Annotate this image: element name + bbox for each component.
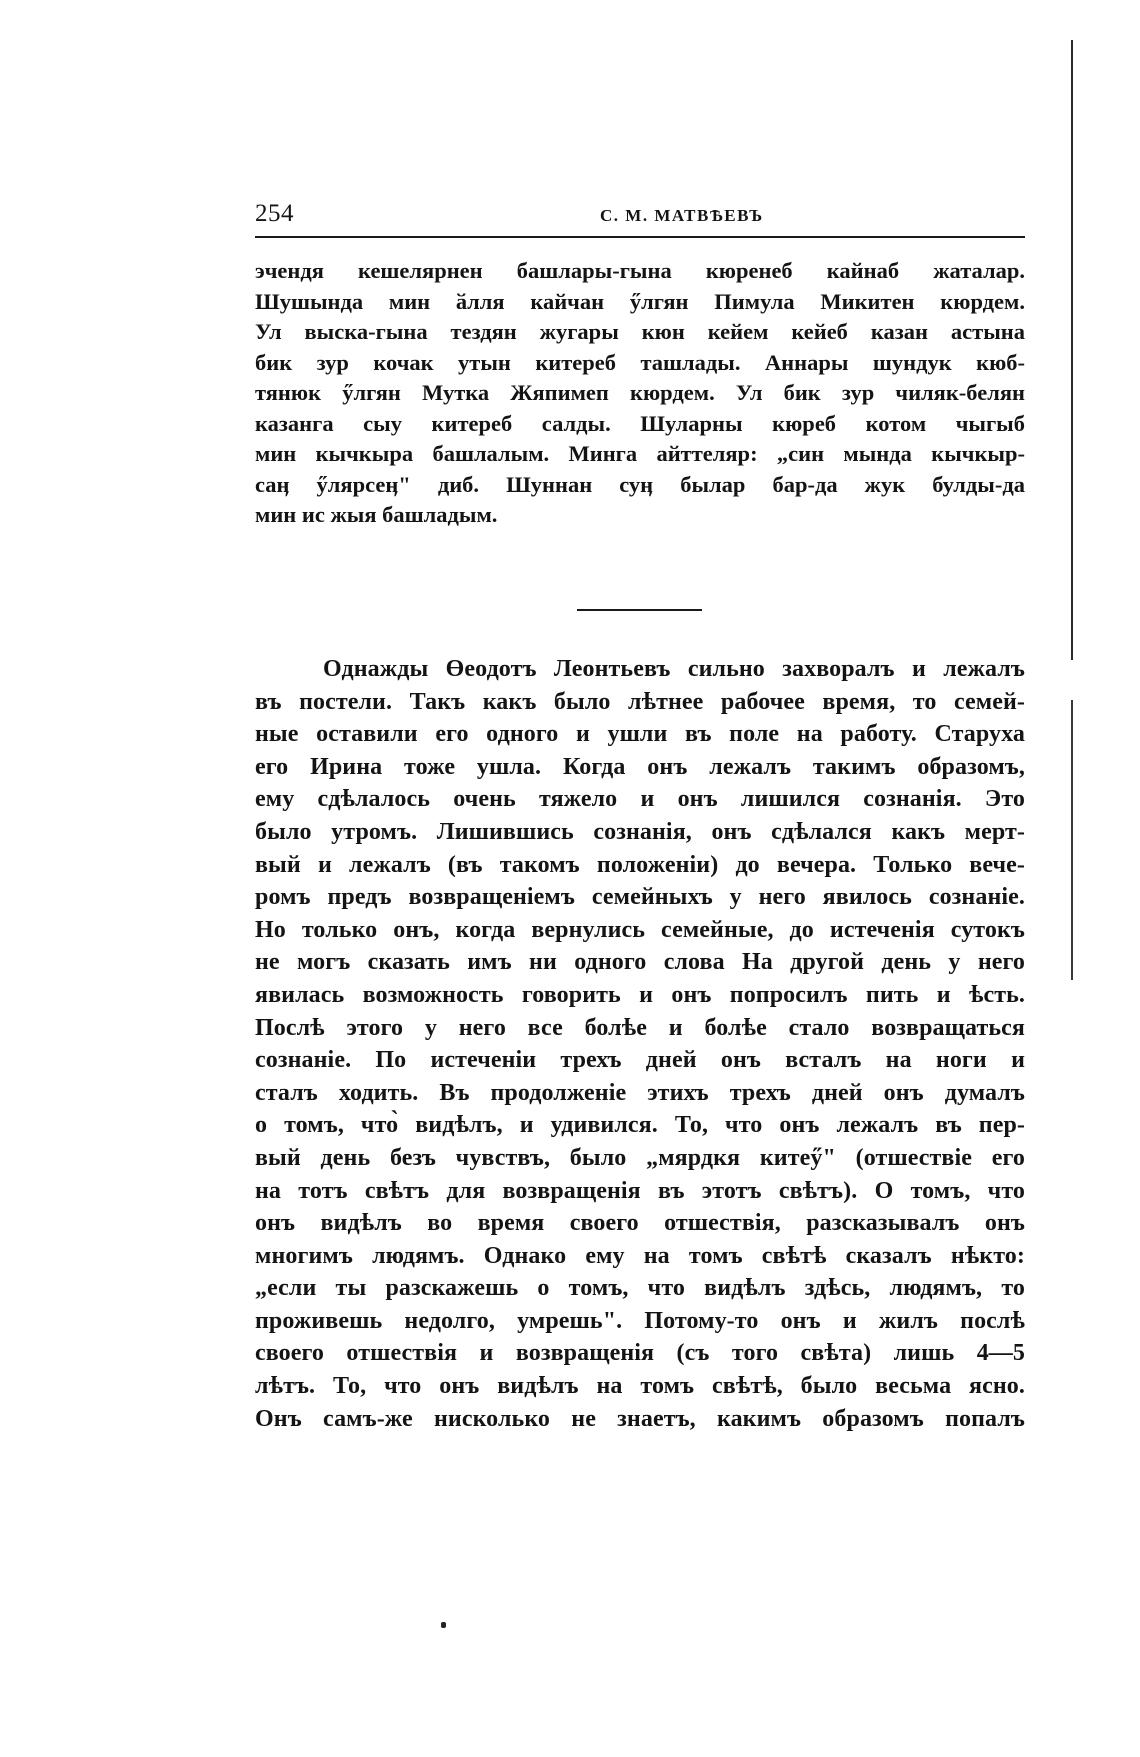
russian-line: „если ты разскажешь о томъ, что видѣлъ здѣсь, людямъ, то (255, 1275, 1025, 1302)
tatar-line: Ул выска-гына тездян жугары кюн кейем кейеб казан астына (255, 319, 1025, 344)
russian-line: ромъ предъ возвращеніемъ семейныхъ у него явилось сознаніе. (255, 884, 1025, 911)
russian-line: не могъ сказать имъ ни одного слова На другой день у него (255, 949, 1025, 976)
tatar-line: казанга сыу китереб салды. Шуларны кюреб котом чыгыб (255, 410, 1025, 436)
russian-line: вый и лежалъ (въ такомъ положеніи) до вечера. Только вече- (255, 851, 1025, 878)
russian-line: Послѣ этого у него все болѣе и болѣе стало возвращаться (255, 1014, 1025, 1041)
header-rule (255, 236, 1025, 238)
russian-line: сознаніе. По истеченіи трехъ дней онъ всталъ на ноги и (255, 1047, 1025, 1074)
section-divider (577, 609, 702, 611)
tatar-line: эчендя кешелярнен башлары-гына кюренеб кайнаб жаталар. (255, 258, 1025, 283)
russian-line: многимъ людямъ. Однако ему на томъ свѣтѣ сказалъ нѣкто: (255, 1242, 1025, 1269)
russian-paragraph (255, 653, 1025, 1435)
scan-edge-line (1071, 40, 1073, 660)
russian-line: своего отшествія и возвращенія (съ того свѣта) лишь 4—5 (255, 1340, 1025, 1367)
tatar-line: бик зур кочак утын китереб ташлады. Аннары шундук кюб- (255, 349, 1025, 375)
russian-line: сталъ ходить. Въ продолженіе этихъ трехъ дней онъ думалъ (255, 1079, 1025, 1106)
russian-line: ные оставили его одного и ушли въ поле на работу. Старуха (255, 721, 1025, 748)
tatar-line: мин ис жыя башладым. (255, 502, 498, 527)
print-speck (441, 1622, 446, 1628)
running-head: С. М. МАТВѢЕВЪ (600, 206, 764, 225)
tatar-line: саӊ ӳлярсеӊ" диб. Шуннан суӊ былар бар-да жук булды-да (255, 471, 1025, 497)
russian-line: лѣтъ. То, что онъ видѣлъ на томъ свѣтѣ, было весьма ясно. (255, 1373, 1025, 1400)
russian-line: Однажды Өеодотъ Леонтьевъ сильно захворалъ и лежалъ (323, 656, 1025, 682)
russian-line: о томъ, что̀ видѣлъ, и удивился. То, что онъ лежалъ въ пер- (255, 1112, 1025, 1139)
tatar-line: Шушында мин ӑлля кайчан ӳлгян Пимула Микитен кюрдем. (255, 288, 1025, 314)
russian-line: ему сдѣлалось очень тяжело и онъ лишился сознанія. Это (255, 786, 1025, 813)
tatar-line: мин кычкыра башлалым. Минга айттеляр: „син мында кычкыр- (255, 441, 1025, 466)
russian-line: въ постели. Такъ какъ было лѣтнее рабочее время, то семей- (255, 688, 1025, 715)
russian-line: Онъ самъ-же нисколько не знаетъ, какимъ образомъ попалъ (255, 1405, 1025, 1432)
russian-line: на тотъ свѣтъ для возвращенія въ этотъ свѣтъ). О томъ, что (255, 1177, 1025, 1204)
page-header (255, 200, 1025, 240)
tatar-line: тянюк ӳлгян Мутка Жяпимеп кюрдем. Ул бик зур чиляк-белян (255, 380, 1025, 405)
russian-line: вый день безъ чувствъ, было „мярдкя китеӳ" (отшествіе его (255, 1144, 1025, 1171)
tatar-paragraph (255, 256, 1025, 531)
russian-line: явилась возможность говорить и онъ попросилъ пить и ѣсть. (255, 981, 1025, 1008)
russian-line: онъ видѣлъ во время своего отшествія, разсказывалъ онъ (255, 1210, 1025, 1237)
russian-line: проживешь недолго, умрешь". Потому-то онъ и жилъ послѣ (255, 1307, 1025, 1334)
scan-edge-line-lower (1071, 700, 1073, 980)
russian-line: его Ирина тоже ушла. Когда онъ лежалъ такимъ образомъ, (255, 753, 1025, 780)
russian-line: Но только онъ, когда вернулись семейные, до истеченія сутокъ (255, 916, 1025, 943)
page-number: 254 (255, 200, 294, 227)
russian-line: было утромъ. Лишившись сознанія, онъ сдѣлался какъ мерт- (255, 818, 1025, 845)
